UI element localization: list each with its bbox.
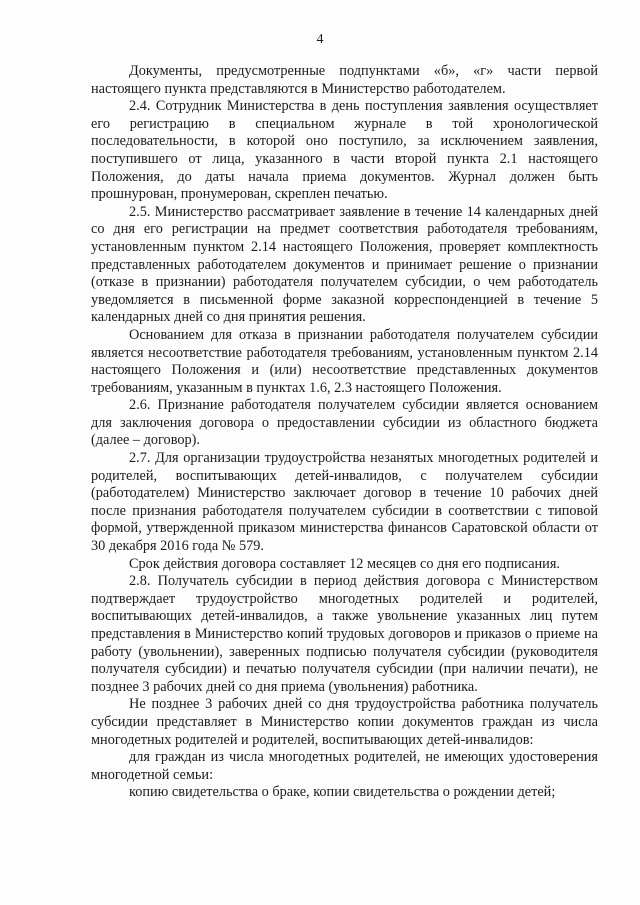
page-number: 4: [316, 32, 324, 47]
paragraph-2-5-review: 2.5. Министерство рассматривает заявление в течение 14 календарных дней со дня его регистрации на предмет соответствия работодателя требованиям, установленным пунктом 2.14 настоящего Положения, проверяет комплектность представленных работодателем документов и принимает решение о признании (отказе в признании) работодателя получателем субсидии, о чем работодатель уведомляется в письменной форме заказной корреспонденцией в течение 5 календарных дней со дня принятия решения.: [91, 203, 598, 326]
paragraph-refusal-grounds: Основанием для отказа в признании работодателя получателем субсидии является несоответствие работодателя требованиям, установленным пунктом 2.14 настоящего Положения и (или) несоответствие представленных документов требованиям, указанным в пунктах 1.6, 2.3 настоящего Положения.: [91, 326, 598, 396]
paragraph-2-8-confirmation: 2.8. Получатель субсидии в период действия договора с Министерством подтверждает трудоустройство многодетных родителей и родителей, воспитывающих детей-инвалидов, а также увольнение указанных лиц путем представления в Министерство копий трудовых договоров и приказов о приеме на работу (увольнении), заверенных подписью получателя субсидии (руководителя получателя субсидии) и печатью получателя субсидии (при наличии печати), не позднее 3 рабочих дней со дня приема (увольнения) работника.: [91, 573, 598, 695]
paragraph-documents-deadline: Не позднее 3 рабочих дней со дня трудоустройства работника получатель субсидии представляет в Министерство копии документов граждан из числа многодетных родителей и родителей, воспитывающих детей-инвалидов:: [91, 696, 598, 748]
paragraph-2-7-agreement: 2.7. Для организации трудоустройства незанятых многодетных родителей и родителей, воспитывающих детей-инвалидов, с получателем субсидии (работодателем) Министерство заключает договор в течение 10 рабочих дней после признания работодателя получателем субсидии в соответствии с типовой формой, утвержденной приказом министерства финансов Саратовской области от 30 декабря 2016 года № 579.: [91, 450, 598, 555]
document-body: [91, 63, 598, 802]
paragraph-2-4-registration: 2.4. Сотрудник Министерства в день поступления заявления осуществляет его регистрацию в специальном журнале в той хронологической последовательности, в которой оно поступило, за исключением заявления, поступившего от лица, указанного в части второй пункта 2.1 настоящего Положения, до даты начала приема документов. Журнал должен быть прошнурован, пронумерован, скреплен печатью.: [91, 98, 598, 203]
paragraph-documents-submission: Документы, предусмотренные подпунктами «б», «г» части первой настоящего пункта представляются в Министерство работодателем.: [91, 63, 598, 97]
paragraph-agreement-term: Срок действия договора составляет 12 месяцев со дня его подписания.: [129, 555, 560, 572]
paragraph-certificate-copies: копию свидетельства о браке, копии свидетельства о рождении детей;: [129, 784, 556, 801]
paragraph-large-family-parents: для граждан из числа многодетных родителей, не имеющих удостоверения многодетной семьи:: [91, 749, 598, 783]
paragraph-2-6-recognition: 2.6. Признание работодателя получателем субсидии является основанием для заключения договора о предоставлении субсидии из областного бюджета (далее – договор).: [91, 397, 598, 449]
